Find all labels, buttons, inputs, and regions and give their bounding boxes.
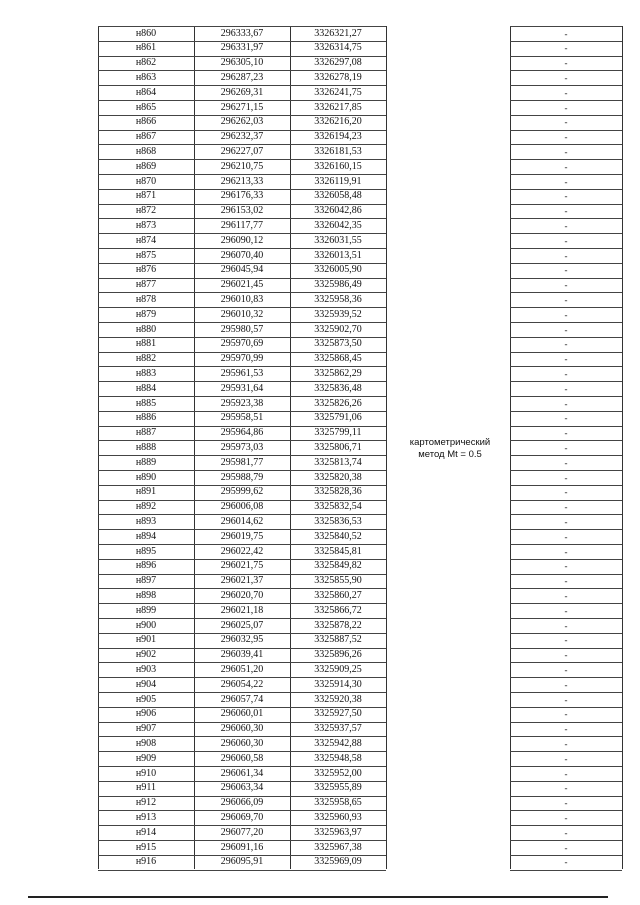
y-coordinate: 3325914,30 bbox=[314, 678, 362, 690]
table-border-col3 bbox=[386, 26, 387, 869]
x-coordinate: 296153,02 bbox=[220, 205, 264, 217]
y-coordinate: 3325896,26 bbox=[314, 649, 362, 661]
y-coordinate: 3325862,29 bbox=[314, 367, 362, 379]
dash-mark: - bbox=[564, 709, 568, 720]
x-coordinate: 296176,33 bbox=[220, 190, 264, 202]
x-coordinate: 296021,37 bbox=[220, 575, 264, 587]
point-name: н899 bbox=[135, 604, 157, 616]
point-name: н886 bbox=[135, 412, 157, 424]
x-coordinate: 296232,37 bbox=[220, 131, 264, 143]
y-coordinate: 3325960,93 bbox=[314, 811, 362, 823]
x-coordinate: 296021,18 bbox=[220, 604, 264, 616]
y-coordinate: 3325849,82 bbox=[314, 560, 362, 572]
dash-mark: - bbox=[564, 324, 568, 335]
dash-mark: - bbox=[564, 87, 568, 98]
point-name: н878 bbox=[135, 293, 157, 305]
y-coordinate: 3325948,58 bbox=[314, 752, 362, 764]
dash-mark: - bbox=[564, 265, 568, 276]
dash-mark: - bbox=[564, 472, 568, 483]
x-coordinate: 296060,58 bbox=[220, 752, 264, 764]
y-coordinate: 3325820,38 bbox=[314, 471, 362, 483]
dash-mark: - bbox=[564, 354, 568, 365]
point-name: н893 bbox=[135, 515, 157, 527]
y-coordinate: 3326194,23 bbox=[314, 131, 362, 143]
dash-mark: - bbox=[564, 72, 568, 83]
x-coordinate: 296271,15 bbox=[220, 101, 264, 113]
x-coordinate: 296019,75 bbox=[220, 530, 264, 542]
point-name: н901 bbox=[135, 634, 157, 646]
x-coordinate: 296287,23 bbox=[220, 71, 264, 83]
dash-mark: - bbox=[564, 768, 568, 779]
dash-mark: - bbox=[564, 58, 568, 69]
point-name: н887 bbox=[135, 427, 157, 439]
x-coordinate: 295980,57 bbox=[220, 323, 264, 335]
dash-mark: - bbox=[564, 206, 568, 217]
point-name: н907 bbox=[135, 723, 157, 735]
point-name: н866 bbox=[135, 116, 157, 128]
y-coordinate: 3325855,90 bbox=[314, 575, 362, 587]
table-bottom-rule-right bbox=[510, 870, 622, 871]
dash-mark: - bbox=[564, 43, 568, 54]
y-coordinate: 3326013,51 bbox=[314, 249, 362, 261]
point-name: н871 bbox=[135, 190, 157, 202]
x-coordinate: 296069,70 bbox=[220, 811, 264, 823]
y-coordinate: 3325836,48 bbox=[314, 382, 362, 394]
dash-mark: - bbox=[564, 28, 568, 39]
dash-mark: - bbox=[564, 250, 568, 261]
dash-mark: - bbox=[564, 546, 568, 557]
y-coordinate: 3326160,15 bbox=[314, 160, 362, 172]
y-coordinate: 3325958,36 bbox=[314, 293, 362, 305]
y-coordinate: 3325813,74 bbox=[314, 456, 362, 468]
dash-mark: - bbox=[564, 516, 568, 527]
point-name: н915 bbox=[135, 841, 157, 853]
point-name: н902 bbox=[135, 649, 157, 661]
point-name: н885 bbox=[135, 397, 157, 409]
point-name: н874 bbox=[135, 234, 157, 246]
x-coordinate: 296010,83 bbox=[220, 293, 264, 305]
point-name: н908 bbox=[135, 737, 157, 749]
x-coordinate: 295964,86 bbox=[220, 427, 264, 439]
point-name: н861 bbox=[135, 42, 157, 54]
point-name: н910 bbox=[135, 767, 157, 779]
dash-mark: - bbox=[564, 413, 568, 424]
dash-mark: - bbox=[564, 235, 568, 246]
point-name: н865 bbox=[135, 101, 157, 113]
x-coordinate: 296305,10 bbox=[220, 57, 264, 69]
x-coordinate: 296060,30 bbox=[220, 723, 264, 735]
y-coordinate: 3326042,35 bbox=[314, 219, 362, 231]
dash-mark: - bbox=[564, 132, 568, 143]
dash-mark: - bbox=[564, 368, 568, 379]
dash-mark: - bbox=[564, 635, 568, 646]
point-name: н895 bbox=[135, 545, 157, 557]
y-coordinate: 3325920,38 bbox=[314, 693, 362, 705]
x-coordinate: 296010,32 bbox=[220, 308, 264, 320]
x-coordinate: 296014,62 bbox=[220, 515, 264, 527]
point-name: н863 bbox=[135, 71, 157, 83]
y-coordinate: 3325868,45 bbox=[314, 353, 362, 365]
y-coordinate: 3325828,36 bbox=[314, 486, 362, 498]
point-name: н881 bbox=[135, 338, 157, 350]
point-name: н876 bbox=[135, 264, 157, 276]
dash-mark: - bbox=[564, 738, 568, 749]
dash-mark: - bbox=[564, 620, 568, 631]
point-name: н904 bbox=[135, 678, 157, 690]
method-note bbox=[392, 437, 508, 461]
point-name: н894 bbox=[135, 530, 157, 542]
y-coordinate: 3325969,09 bbox=[314, 856, 362, 868]
dash-mark: - bbox=[564, 502, 568, 513]
x-coordinate: 295981,77 bbox=[220, 456, 264, 468]
point-name: н889 bbox=[135, 456, 157, 468]
point-name: н875 bbox=[135, 249, 157, 261]
point-name: н864 bbox=[135, 86, 157, 98]
y-coordinate: 3325958,65 bbox=[314, 797, 362, 809]
y-coordinate: 3325939,52 bbox=[314, 308, 362, 320]
x-coordinate: 296039,41 bbox=[220, 649, 264, 661]
dash-mark: - bbox=[564, 191, 568, 202]
x-coordinate: 296051,20 bbox=[220, 663, 264, 675]
x-coordinate: 296032,95 bbox=[220, 634, 264, 646]
y-coordinate: 3326216,20 bbox=[314, 116, 362, 128]
point-name: н882 bbox=[135, 353, 157, 365]
x-coordinate: 296210,75 bbox=[220, 160, 264, 172]
point-name: н877 bbox=[135, 279, 157, 291]
dash-mark: - bbox=[564, 842, 568, 853]
y-coordinate: 3325909,25 bbox=[314, 663, 362, 675]
table-bottom-rule bbox=[98, 870, 386, 871]
point-name: н890 bbox=[135, 471, 157, 483]
method-note-line1: картометрический bbox=[409, 437, 491, 448]
y-coordinate: 3325799,11 bbox=[314, 427, 362, 439]
dash-mark: - bbox=[564, 117, 568, 128]
y-coordinate: 3325806,71 bbox=[314, 441, 362, 453]
y-coordinate: 3325826,26 bbox=[314, 397, 362, 409]
x-coordinate: 296022,42 bbox=[220, 545, 264, 557]
y-coordinate: 3325963,97 bbox=[314, 826, 362, 838]
y-coordinate: 3326181,53 bbox=[314, 145, 362, 157]
x-coordinate: 296091,16 bbox=[220, 841, 264, 853]
y-coordinate: 3326321,27 bbox=[314, 27, 362, 39]
y-coordinate: 3325927,50 bbox=[314, 708, 362, 720]
dash-mark: - bbox=[564, 753, 568, 764]
y-coordinate: 3326042,86 bbox=[314, 205, 362, 217]
y-coordinate: 3325866,72 bbox=[314, 604, 362, 616]
dash-mark: - bbox=[564, 650, 568, 661]
y-coordinate: 3326058,48 bbox=[314, 190, 362, 202]
x-coordinate: 295961,53 bbox=[220, 367, 264, 379]
point-name: н883 bbox=[135, 367, 157, 379]
point-name: н905 bbox=[135, 693, 157, 705]
point-name: н891 bbox=[135, 486, 157, 498]
dash-mark: - bbox=[564, 857, 568, 868]
point-name: н900 bbox=[135, 619, 157, 631]
y-coordinate: 3325845,81 bbox=[314, 545, 362, 557]
dash-mark: - bbox=[564, 161, 568, 172]
y-coordinate: 3325937,57 bbox=[314, 723, 362, 735]
y-coordinate: 3325967,38 bbox=[314, 841, 362, 853]
point-name: н892 bbox=[135, 501, 157, 513]
table-border-right bbox=[622, 26, 623, 869]
x-coordinate: 295988,79 bbox=[220, 471, 264, 483]
x-coordinate: 295931,64 bbox=[220, 382, 264, 394]
x-coordinate: 296095,91 bbox=[220, 856, 264, 868]
y-coordinate: 3325942,88 bbox=[314, 737, 362, 749]
point-name: н903 bbox=[135, 663, 157, 675]
dash-mark: - bbox=[564, 679, 568, 690]
dash-mark: - bbox=[564, 280, 568, 291]
x-coordinate: 295958,51 bbox=[220, 412, 264, 424]
x-coordinate: 296060,01 bbox=[220, 708, 264, 720]
dash-mark: - bbox=[564, 694, 568, 705]
x-coordinate: 296262,03 bbox=[220, 116, 264, 128]
dash-mark: - bbox=[564, 220, 568, 231]
point-name: н896 bbox=[135, 560, 157, 572]
point-name: н884 bbox=[135, 382, 157, 394]
y-coordinate: 3325952,00 bbox=[314, 767, 362, 779]
x-coordinate: 295973,03 bbox=[220, 441, 264, 453]
point-name: н879 bbox=[135, 308, 157, 320]
x-coordinate: 296227,07 bbox=[220, 145, 264, 157]
dash-mark: - bbox=[564, 783, 568, 794]
x-coordinate: 296117,77 bbox=[220, 219, 264, 231]
point-name: н906 bbox=[135, 708, 157, 720]
dash-mark: - bbox=[564, 561, 568, 572]
point-name: н862 bbox=[135, 57, 157, 69]
x-coordinate: 296021,45 bbox=[220, 279, 264, 291]
y-coordinate: 3325840,52 bbox=[314, 530, 362, 542]
point-name: н898 bbox=[135, 589, 157, 601]
dash-mark: - bbox=[564, 294, 568, 305]
y-coordinate: 3326217,85 bbox=[314, 101, 362, 113]
point-name: н870 bbox=[135, 175, 157, 187]
x-coordinate: 296331,97 bbox=[220, 42, 264, 54]
point-name: н888 bbox=[135, 441, 157, 453]
y-coordinate: 3326241,75 bbox=[314, 86, 362, 98]
y-coordinate: 3325902,70 bbox=[314, 323, 362, 335]
y-coordinate: 3325832,54 bbox=[314, 501, 362, 513]
dash-mark: - bbox=[564, 812, 568, 823]
dash-mark: - bbox=[564, 309, 568, 320]
y-coordinate: 3325887,52 bbox=[314, 634, 362, 646]
x-coordinate: 296213,33 bbox=[220, 175, 264, 187]
point-name: н880 bbox=[135, 323, 157, 335]
dash-mark: - bbox=[564, 398, 568, 409]
dash-mark: - bbox=[564, 724, 568, 735]
point-name: н860 bbox=[135, 27, 157, 39]
dash-mark: - bbox=[564, 339, 568, 350]
y-coordinate: 3326005,90 bbox=[314, 264, 362, 276]
x-coordinate: 296045,94 bbox=[220, 264, 264, 276]
point-name: н914 bbox=[135, 826, 157, 838]
y-coordinate: 3326119,91 bbox=[314, 175, 362, 187]
dash-mark: - bbox=[564, 176, 568, 187]
x-coordinate: 296269,31 bbox=[220, 86, 264, 98]
point-name: н916 bbox=[135, 856, 157, 868]
x-coordinate: 296061,34 bbox=[220, 767, 264, 779]
point-name: н868 bbox=[135, 145, 157, 157]
x-coordinate: 296025,07 bbox=[220, 619, 264, 631]
y-coordinate: 3325873,50 bbox=[314, 338, 362, 350]
y-coordinate: 3326314,75 bbox=[314, 42, 362, 54]
dash-mark: - bbox=[564, 383, 568, 394]
dash-mark: - bbox=[564, 590, 568, 601]
y-coordinate: 3325791,06 bbox=[314, 412, 362, 424]
point-name: н912 bbox=[135, 797, 157, 809]
point-name: н913 bbox=[135, 811, 157, 823]
y-coordinate: 3326297,08 bbox=[314, 57, 362, 69]
x-coordinate: 296057,74 bbox=[220, 693, 264, 705]
dash-mark: - bbox=[564, 428, 568, 439]
x-coordinate: 296020,70 bbox=[220, 589, 264, 601]
x-coordinate: 296070,40 bbox=[220, 249, 264, 261]
y-coordinate: 3325836,53 bbox=[314, 515, 362, 527]
point-name: н872 bbox=[135, 205, 157, 217]
point-name: н911 bbox=[136, 782, 156, 794]
dash-mark: - bbox=[564, 102, 568, 113]
dash-mark: - bbox=[564, 798, 568, 809]
dash-mark: - bbox=[564, 146, 568, 157]
point-name: н909 bbox=[135, 752, 157, 764]
dash-mark: - bbox=[564, 457, 568, 468]
x-coordinate: 296066,09 bbox=[220, 797, 264, 809]
x-coordinate: 295970,99 bbox=[220, 353, 264, 365]
y-coordinate: 3326278,19 bbox=[314, 71, 362, 83]
point-name: н873 bbox=[135, 219, 157, 231]
x-coordinate: 296021,75 bbox=[220, 560, 264, 572]
x-coordinate: 296054,22 bbox=[220, 678, 264, 690]
y-coordinate: 3325860,27 bbox=[314, 589, 362, 601]
y-coordinate: 3325986,49 bbox=[314, 279, 362, 291]
bottom-rule bbox=[28, 896, 608, 898]
dash-mark: - bbox=[564, 531, 568, 542]
dash-mark: - bbox=[564, 487, 568, 498]
method-note-line2: метод Mt = 0.5 bbox=[418, 449, 482, 460]
x-coordinate: 296063,34 bbox=[220, 782, 264, 794]
y-coordinate: 3325878,22 bbox=[314, 619, 362, 631]
y-coordinate: 3326031,55 bbox=[314, 234, 362, 246]
x-coordinate: 295999,62 bbox=[220, 486, 264, 498]
x-coordinate: 296333,67 bbox=[220, 27, 264, 39]
x-coordinate: 295923,38 bbox=[220, 397, 264, 409]
y-coordinate: 3325955,89 bbox=[314, 782, 362, 794]
dash-mark: - bbox=[564, 605, 568, 616]
dash-mark: - bbox=[564, 442, 568, 453]
x-coordinate: 296060,30 bbox=[220, 737, 264, 749]
dash-mark: - bbox=[564, 827, 568, 838]
dash-mark: - bbox=[564, 576, 568, 587]
point-name: н897 bbox=[135, 575, 157, 587]
point-name: н867 bbox=[135, 131, 157, 143]
x-coordinate: 296006,08 bbox=[220, 501, 264, 513]
x-coordinate: 296077,20 bbox=[220, 826, 264, 838]
dash-mark: - bbox=[564, 664, 568, 675]
x-coordinate: 295970,69 bbox=[220, 338, 264, 350]
x-coordinate: 296090,12 bbox=[220, 234, 264, 246]
point-name: н869 bbox=[135, 160, 157, 172]
